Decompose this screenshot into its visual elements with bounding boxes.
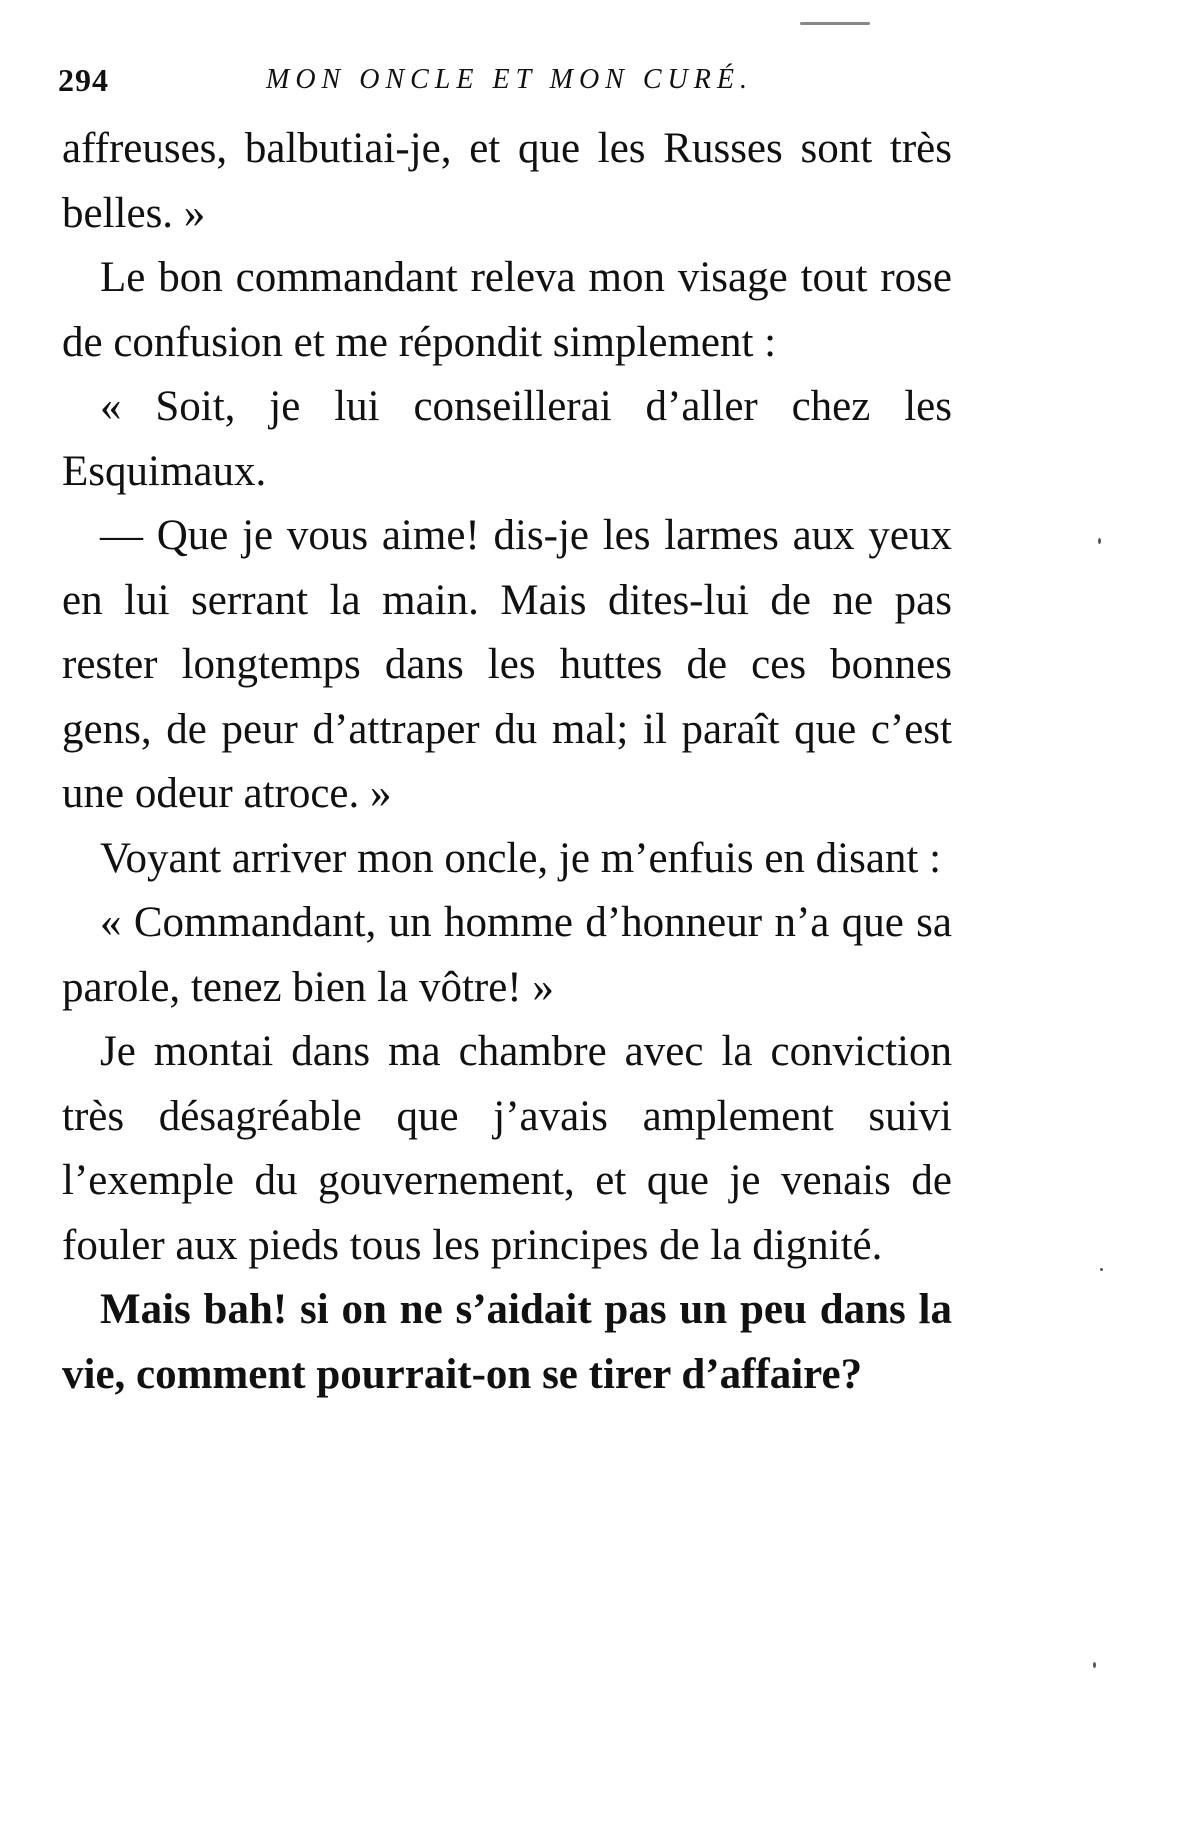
scan-speck: [800, 22, 870, 25]
paragraph-4: — Que je vous aime! dis-je les larmes aux yeux en lui serrant la main. Mais dites-lui de ne pas rester longtemps dans les huttes de ces bonnes gens, de peur d’attraper du mal; il paraît que c’est une odeur atroce. »: [62, 512, 952, 817]
scan-speck: [1100, 1268, 1103, 1271]
paragraph-2: Le bon commandant releva mon visage tout rose de confusion et me répondit simplement :: [62, 254, 952, 366]
scan-speck: [1098, 538, 1101, 544]
paragraph-5: Voyant arriver mon oncle, je m’enfuis en disant :: [100, 834, 942, 882]
page-number: 294: [58, 62, 109, 98]
scan-speck: [1093, 1662, 1096, 1668]
paragraph-8: Mais bah! si on ne s’aidait pas un peu dans la vie, comment pourrait-on se tirer d’affaire?: [62, 1286, 952, 1398]
running-head: MON ONCLE ET MON CURÉ.: [266, 64, 753, 95]
paragraph-3: « Soit, je lui conseillerai d’aller chez les Esquimaux.: [62, 383, 952, 495]
paragraph-6: « Commandant, un homme d’honneur n’a que sa parole, tenez bien la vôtre! »: [62, 899, 952, 1011]
paragraph-1: affreuses, balbutiai-je, et que les Russes sont très belles. »: [62, 125, 952, 237]
paragraph-7: Je montai dans ma chambre avec la conviction très désagréable que j’avais amplement suivi l’exemple du gouvernement, et que je venais de fouler aux pieds tous les principes de la dignité.: [62, 1028, 952, 1269]
page-header: [58, 62, 958, 102]
body-text: [62, 117, 952, 1407]
